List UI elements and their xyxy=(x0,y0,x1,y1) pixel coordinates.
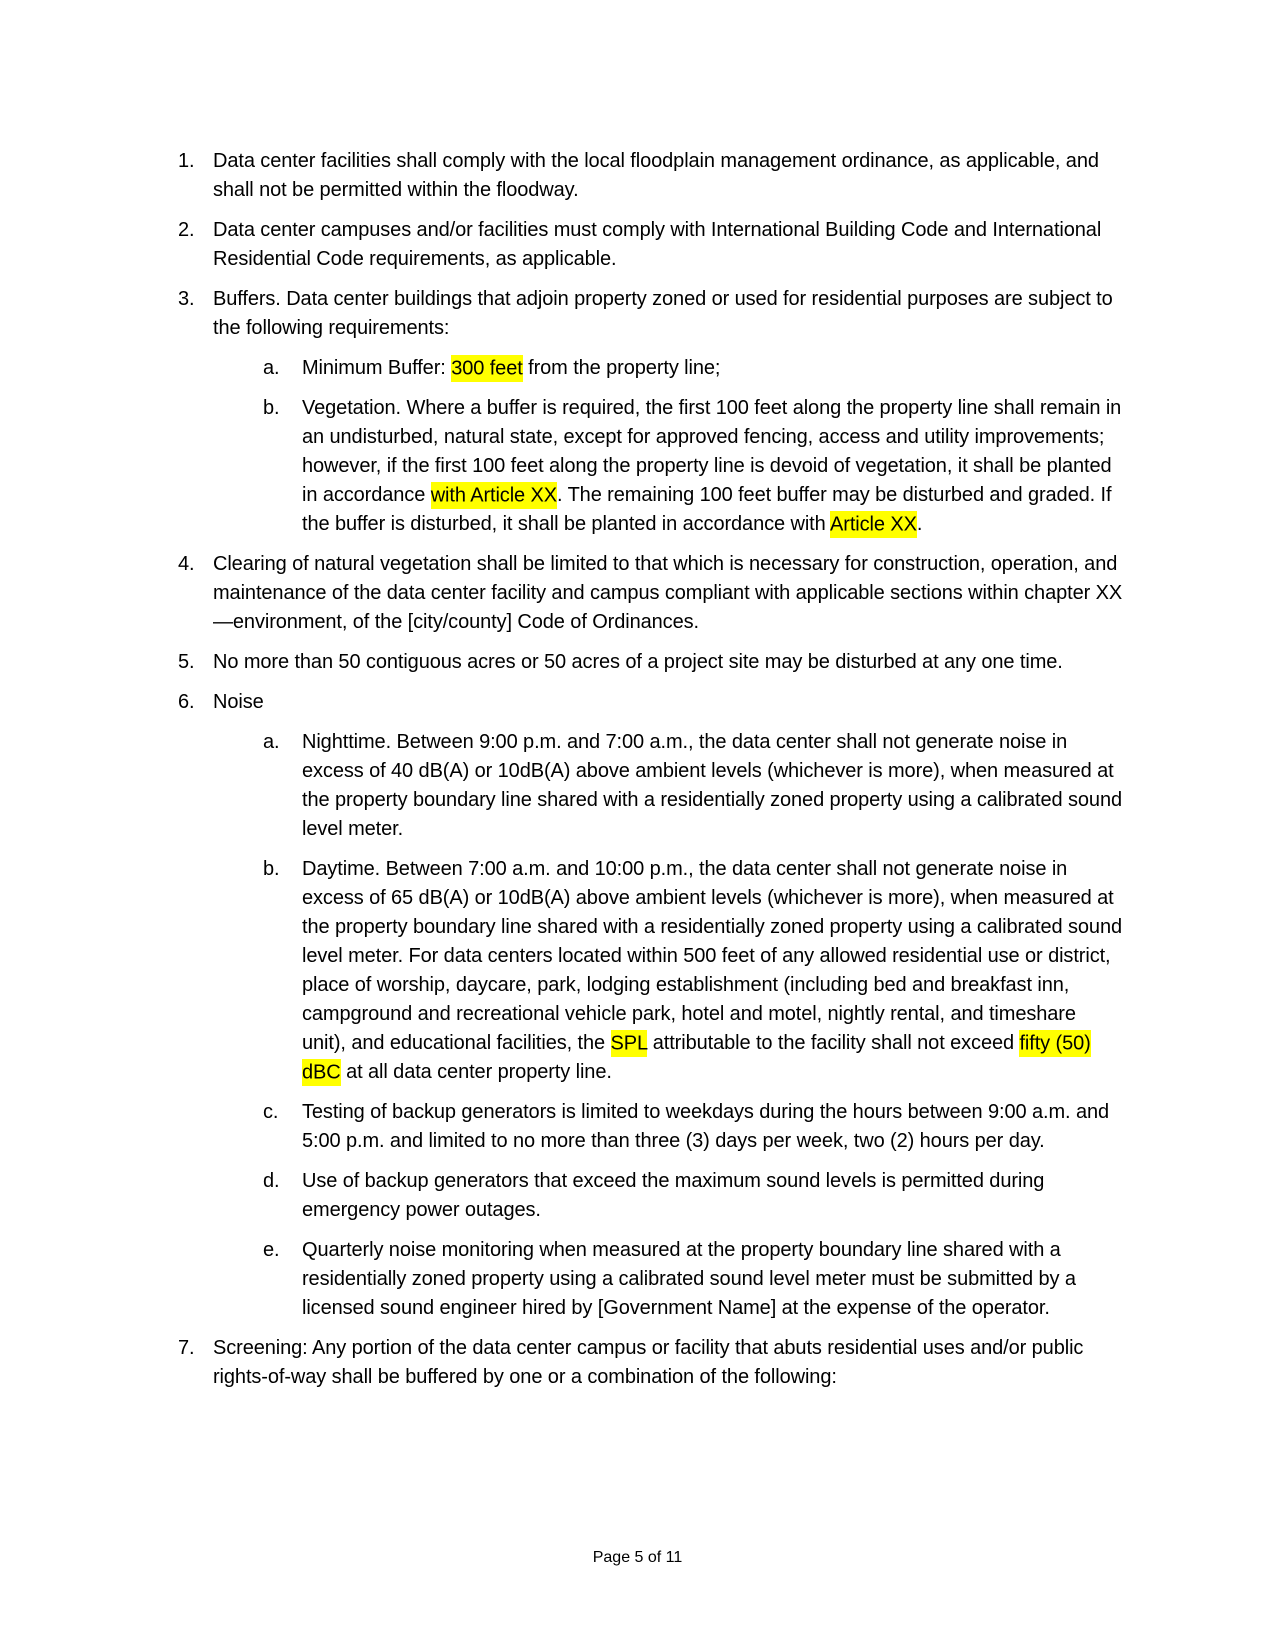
highlighted-text: SPL xyxy=(611,1030,648,1057)
list-item xyxy=(150,147,1125,205)
text-segment: Testing of backup generators is limited to weekdays during the hours between 9:00 a.m. and 5:00 p.m. and limited to no more than three (3) days per week, two (2) hours per day. xyxy=(302,1101,1110,1152)
list-marker: 3. xyxy=(178,288,195,310)
list-marker: e. xyxy=(263,1239,280,1261)
text-segment: Quarterly noise monitoring when measured at the property boundary line shared with a residentially zoned property using a calibrated sound level meter must be submitted by a licensed sound engineer hired by [Government Name] at the expense of the operator. xyxy=(302,1239,1076,1319)
list-item-text xyxy=(302,858,1122,1086)
text-segment: . xyxy=(916,513,923,535)
list-marker: a. xyxy=(263,357,280,379)
list-item-text xyxy=(213,553,1122,633)
highlighted-text: with Article XX xyxy=(431,482,557,509)
list-item xyxy=(150,728,1125,844)
highlighted-text: Article XX xyxy=(830,511,917,538)
text-segment: Daytime. Between 7:00 a.m. and 10:00 p.m., the data center shall not generate noise in excess of 65 dB(A) or 10dB(A) above ambient levels (whichever is more), when measured at the property boundary line shared with a residentially zoned property using a calibrated sound level meter. For data centers located within 500 feet of any allowed residential use or district, place of worship, daycare, park, lodging establishment (including bed and breakfast inn, campground and recreational vehicle park, hotel and motel, nightly rental, and timeshare unit), and educational facilities, the xyxy=(302,858,1122,1054)
text-segment: Nighttime. Between 9:00 p.m. and 7:00 a.m., the data center shall not generate noise in excess of 40 dB(A) or 10dB(A) above ambient levels (whichever is more), when measured at the property boundary line shared with a residentially zoned property using a calibrated sound level meter. xyxy=(302,731,1122,840)
text-segment: Vegetation. Where a buffer is required, the first 100 feet along the property line shall remain in an undisturbed, natural state, except for approved fencing, access and utility improvements; however, if the first 100 feet along the property line is devoid of vegetation, it shall be planted in accordance xyxy=(302,397,1122,506)
list-item-text xyxy=(213,1337,1083,1388)
text-segment: Screening: Any portion of the data center campus or facility that abuts residential uses and/or public rights-of-way shall be buffered by one or a combination of the following: xyxy=(213,1337,1084,1388)
list-marker: 4. xyxy=(178,553,195,575)
text-segment: attributable to the facility shall not exceed xyxy=(647,1032,1020,1054)
list-item-text xyxy=(213,150,1099,201)
list-item xyxy=(150,1167,1125,1225)
list-item xyxy=(150,354,1125,383)
text-segment: Data center facilities shall comply with the local floodplain management ordinance, as applicable, and shall not be permitted within the floodway. xyxy=(213,150,1099,201)
list-marker: b. xyxy=(263,397,280,419)
list-item-text xyxy=(213,288,1113,339)
list-marker: 2. xyxy=(178,219,195,241)
list-marker: d. xyxy=(263,1170,280,1192)
text-segment: Minimum Buffer: xyxy=(302,357,452,379)
list-item xyxy=(150,1236,1125,1323)
list-marker: 5. xyxy=(178,651,195,673)
list-item xyxy=(150,216,1125,274)
text-segment: Buffers. Data center buildings that adjoin property zoned or used for residential purposes are subject to the following requirements: xyxy=(213,288,1113,339)
list-item-text xyxy=(302,1101,1109,1152)
list-item-text xyxy=(302,355,720,382)
text-segment: at all data center property line. xyxy=(340,1061,612,1083)
list-item xyxy=(150,688,1125,717)
list-item xyxy=(150,550,1125,637)
list-item-text xyxy=(213,691,264,713)
text-segment: Data center campuses and/or facilities must comply with International Building Code and International Residential Code requirements, as applicable. xyxy=(213,219,1102,270)
text-segment: . The remaining 100 feet buffer may be disturbed and graded. If the buffer is disturbed, it shall be planted in accordance with xyxy=(302,484,1112,535)
list-marker: 6. xyxy=(178,691,195,713)
list-item-text xyxy=(213,219,1101,270)
page-footer: Page 5 of 11 xyxy=(592,1549,683,1566)
list-item-text xyxy=(302,397,1121,538)
text-segment: Noise xyxy=(213,691,264,713)
highlighted-text: fifty (50) dBC xyxy=(302,1030,1091,1086)
text-segment: from the property line; xyxy=(522,357,721,379)
text-segment: Clearing of natural vegetation shall be limited to that which is necessary for construction, operation, and maintenance of the data center facility and campus compliant with applicable sections within chapter XX—environment, of the [city/county] Code of Ordinances. xyxy=(213,553,1123,633)
document-body xyxy=(150,147,1125,1403)
list-marker: b. xyxy=(263,858,280,880)
list-marker: c. xyxy=(263,1101,279,1123)
list-item-text xyxy=(213,651,1063,673)
list-marker: a. xyxy=(263,731,280,753)
list-item-text xyxy=(302,1170,1044,1221)
list-marker: 1. xyxy=(178,150,195,172)
list-item-text xyxy=(302,731,1122,840)
list-item xyxy=(150,855,1125,1087)
list-marker: 7. xyxy=(178,1337,195,1359)
list-item xyxy=(150,1334,1125,1392)
text-segment: No more than 50 contiguous acres or 50 acres of a project site may be disturbed at any one time. xyxy=(213,651,1063,673)
list-item-text xyxy=(302,1239,1076,1319)
list-item xyxy=(150,1098,1125,1156)
list-item xyxy=(150,648,1125,677)
list-item xyxy=(150,285,1125,343)
highlighted-text: 300 feet xyxy=(451,355,523,382)
text-segment: Use of backup generators that exceed the maximum sound levels is permitted during emergency power outages. xyxy=(302,1170,1045,1221)
list-item xyxy=(150,394,1125,539)
